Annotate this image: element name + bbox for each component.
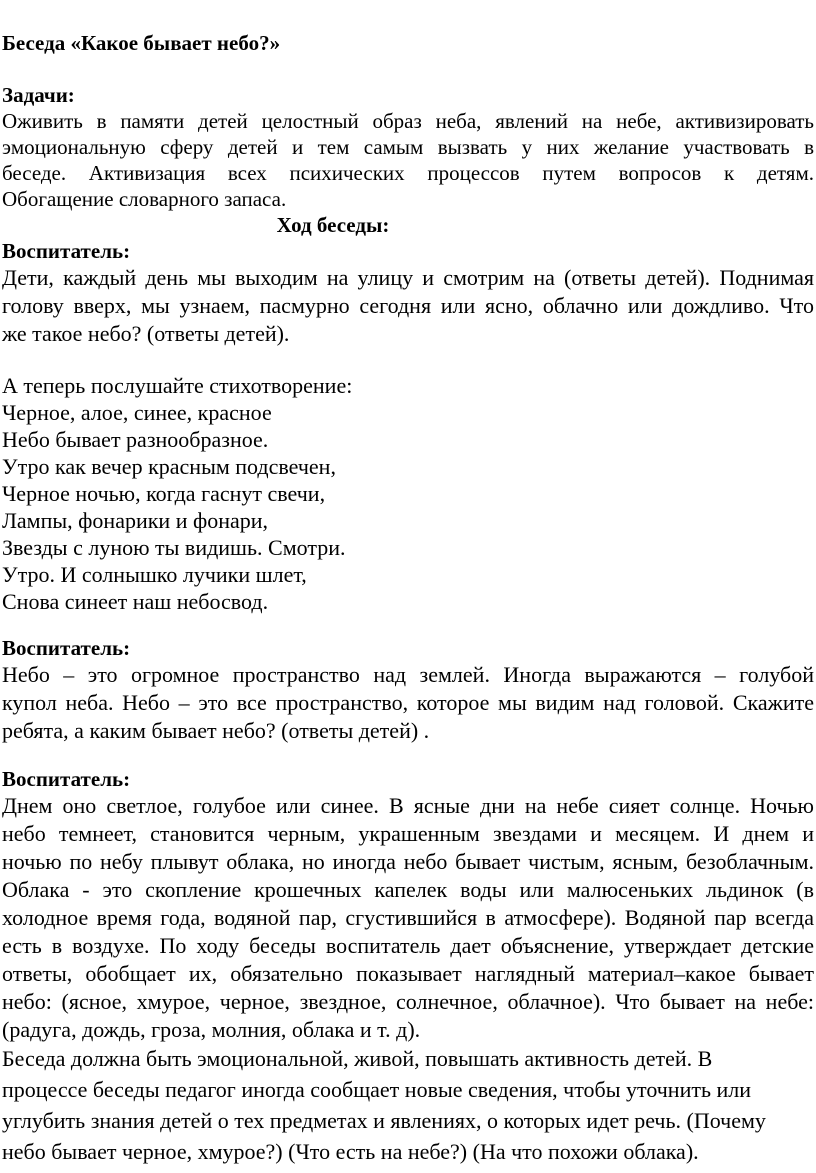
poem-line: Лампы, фонарики и фонари, <box>2 508 269 533</box>
paragraph-line: процессе беседы педагог иногда сообщает новые сведения, чтобы уточнить или <box>2 1077 752 1102</box>
document-title: Беседа «Какое бывает небо?» <box>2 31 281 55</box>
paragraph-line: небо темнеет, становится черным, украшенным звездами и месяцем. И днем и <box>2 821 814 846</box>
paragraph-line: (радуга, дождь, гроза, молния, облака и т. д). <box>2 1017 421 1042</box>
paragraph-line: углубить знания детей о тех предметах и явлениях, о которых идет речь. (Почему <box>2 1108 766 1133</box>
teacher-label: Воспитатель: <box>2 239 131 263</box>
poem-line: Снова синеет наш небосвод. <box>2 589 269 614</box>
teacher-label: Воспитатель: <box>2 767 131 791</box>
paragraph-line: Небо – это огромное пространство над землей. Иногда выражаются – голубой <box>2 662 814 687</box>
paragraph-line: Дети, каждый день мы выходим на улицу и смотрим на (ответы детей). Поднимая <box>2 265 814 290</box>
tasks-line: Оживить в памяти детей целостный образ неба, явлений на небе, активизировать <box>2 109 814 133</box>
tasks-heading: Задачи: <box>2 83 75 107</box>
paragraph-line: Беседа должна быть эмоциональной, живой, повышать активность детей. В <box>2 1046 713 1071</box>
paragraph-line: ответы, обобщает их, обязательно показывает наглядный материал–какое бывает <box>2 961 814 986</box>
paragraph-line: небо: (ясное, хмурое, черное, звездное, солнечное, облачное). Что бывает на небе: <box>2 989 814 1014</box>
tasks-line: эмоциональную сферу детей и тем самым вызвать у них желание участвовать в <box>2 135 814 159</box>
paragraph-line: небо бывает черное, хмурое?) (Что есть на небе?) (На что похожи облака). <box>2 1139 699 1164</box>
paragraph-line: купол неба. Небо – это все пространство, которое мы видим над головой. Скажите <box>2 690 814 715</box>
poem-intro: А теперь послушайте стихотворение: <box>2 373 353 398</box>
teacher-label: Воспитатель: <box>2 636 131 660</box>
tasks-line: беседе. Активизация всех психических процессов путем вопросов к детям. <box>2 161 814 185</box>
paragraph-line: Днем оно светлое, голубое или синее. В ясные дни на небе сияет солнце. Ночью <box>2 793 814 818</box>
poem-line: Небо бывает разнообразное. <box>2 427 269 452</box>
poem-line: Утро. И солнышко лучики шлет, <box>2 562 307 587</box>
progress-heading: Ход беседы: <box>276 213 390 237</box>
paragraph-line: Облака - это скопление крошечных капелек воды или малюсеньких льдинок (в <box>2 877 814 902</box>
poem-line: Черное, алое, синее, красное <box>2 400 272 425</box>
poem-line: Утро как вечер красным подсвечен, <box>2 454 336 479</box>
paragraph-line: есть в воздухе. По ходу беседы воспитатель дает объяснение, утверждает детские <box>2 933 814 958</box>
paragraph-line: ночью по небу плывут облака, но иногда небо бывает чистым, ясным, безоблачным. <box>2 849 814 874</box>
paragraph-line: же такое небо? (ответы детей). <box>2 321 290 346</box>
poem-line: Черное ночью, когда гаснут свечи, <box>2 481 326 506</box>
poem-line: Звезды с луною ты видишь. Смотри. <box>2 535 346 560</box>
paragraph-line: холодное время года, водяной пар, сгустившийся в атмосфере). Водяной пар всегда <box>2 905 814 930</box>
paragraph-line: голову вверх, мы узнаем, пасмурно сегодня или ясно, облачно или дождливо. Что <box>2 293 814 318</box>
tasks-line: Обогащение словарного запаса. <box>2 187 287 211</box>
paragraph-line: ребята, а каким бывает небо? (ответы детей) . <box>2 718 430 743</box>
